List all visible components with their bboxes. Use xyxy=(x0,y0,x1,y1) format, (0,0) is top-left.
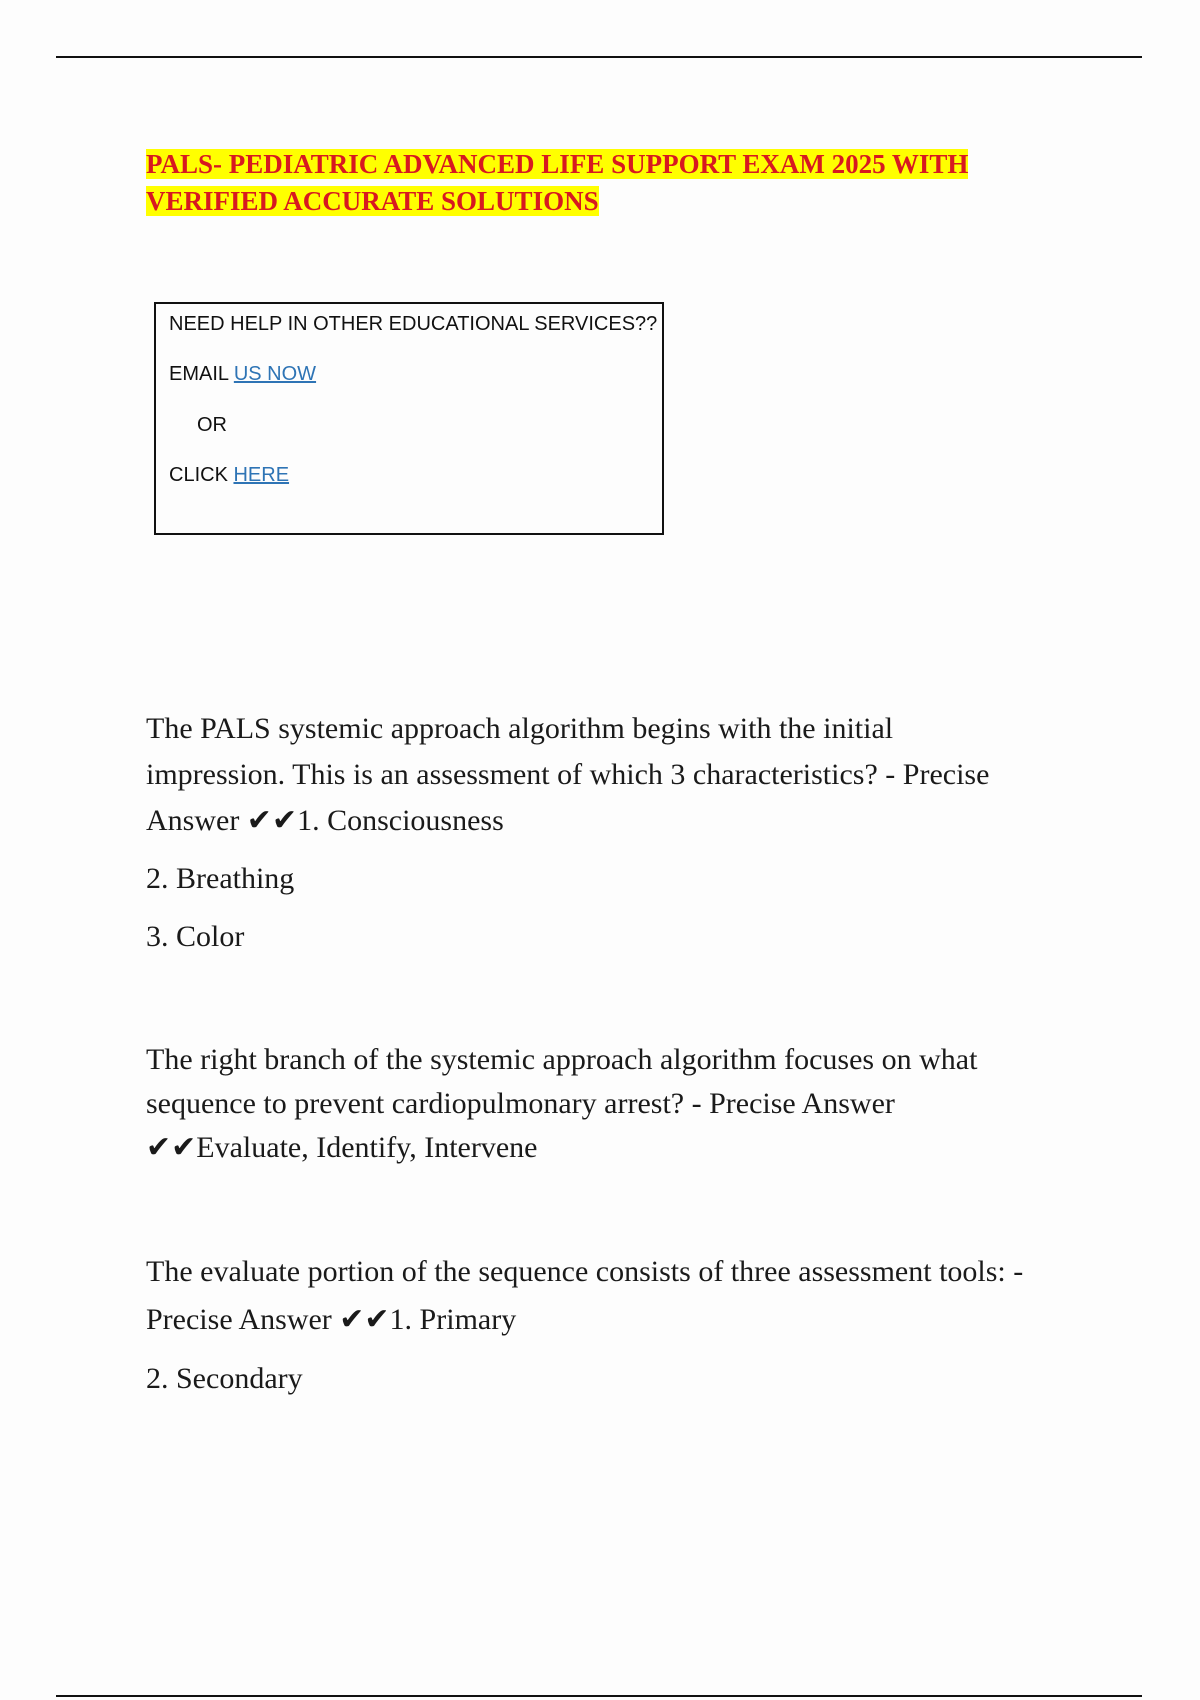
bottom-rule xyxy=(56,1695,1142,1697)
answer-line: ✔✔Evaluate, Identify, Intervene xyxy=(146,1131,538,1164)
click-here-link[interactable]: HERE xyxy=(233,464,290,486)
question-block-3 xyxy=(146,1248,1096,1402)
title-line-1: PALS- PEDIATRIC ADVANCED LIFE SUPPORT EXAM 2025 WITH xyxy=(146,149,969,179)
question-block-2 xyxy=(146,1038,1096,1170)
document-title xyxy=(146,146,1046,220)
question-text xyxy=(146,1248,1096,1344)
click-line xyxy=(169,464,289,487)
question-line: sequence to prevent cardiopulmonary arrest? - Precise Answer xyxy=(146,1087,895,1120)
question-text xyxy=(146,706,1096,844)
answer-item: 3. Color xyxy=(146,920,245,953)
question-line: impression. This is an assessment of which 3 characteristics? - Precise xyxy=(146,758,990,791)
title-line-2: VERIFIED ACCURATE SOLUTIONS xyxy=(146,186,599,216)
email-prefix: EMAIL xyxy=(169,363,234,385)
question-line: The right branch of the systemic approach algorithm focuses on what xyxy=(146,1043,978,1076)
help-box xyxy=(154,302,664,535)
click-prefix: CLICK xyxy=(169,464,234,486)
question-text xyxy=(146,1038,1096,1170)
top-rule xyxy=(56,56,1142,58)
question-line: The evaluate portion of the sequence consists of three assessment tools: - xyxy=(146,1255,1024,1288)
answer-item: 2. Breathing xyxy=(146,862,295,895)
answer-item: 2. Secondary xyxy=(146,1362,303,1395)
or-text: OR xyxy=(197,414,227,436)
question-line: The PALS systemic approach algorithm begins with the initial xyxy=(146,712,894,745)
email-line xyxy=(169,363,316,386)
email-us-now-link[interactable]: US NOW xyxy=(233,363,317,385)
question-block-1 xyxy=(146,706,1096,960)
answer-line: Precise Answer ✔✔1. Primary xyxy=(146,1303,517,1336)
answer-line: Answer ✔✔1. Consciousness xyxy=(146,804,504,837)
help-heading: NEED HELP IN OTHER EDUCATIONAL SERVICES?? xyxy=(169,313,658,335)
